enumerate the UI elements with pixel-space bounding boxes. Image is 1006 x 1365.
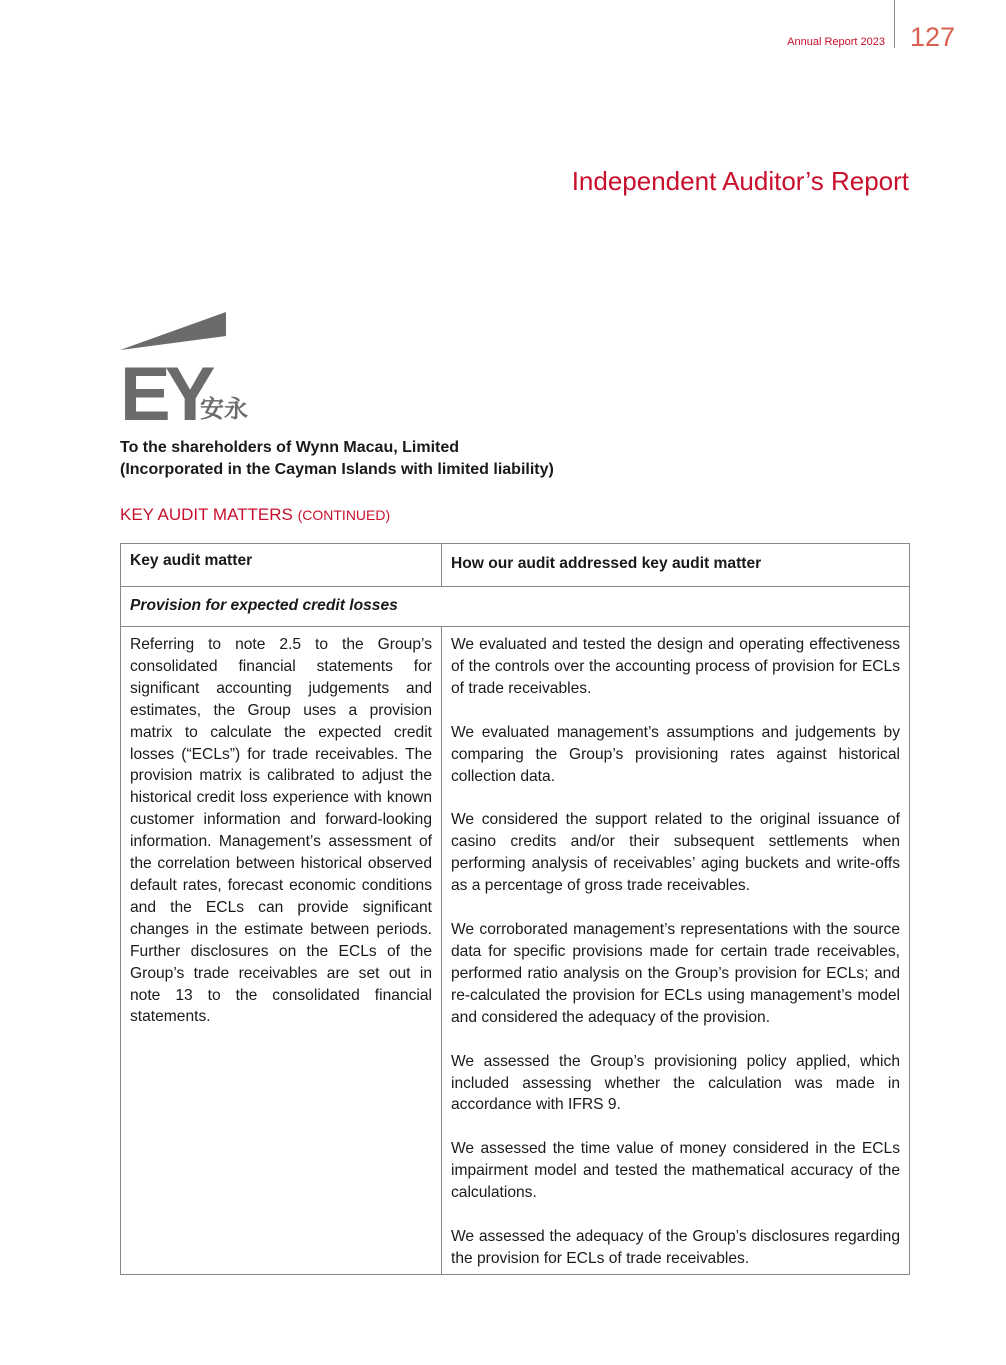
section-title: KEY AUDIT MATTERS (120, 505, 293, 524)
key-audit-matters-table (120, 543, 910, 1275)
matter-description: Referring to note 2.5 to the Group’s consolidated financial statements for significant accounting judgements and estimates, the Group uses a provision matrix to calculate the expected credit losses (“ECLs”) for trade receivables. The provision matrix is calibrated to adjust the historical credit loss experience with known customer information and forward-looking information. Management’s assessment of the correlation between historical observed default rates, forecast economic conditions and the ECLs can provide significant changes in the estimate between periods. Further disclosures on the ECLs of the Group’s trade receivables are set out in note 13 to the consolidated financial statements. (130, 636, 432, 1026)
report-label: Annual Report 2023 (787, 36, 885, 48)
page-title: Independent Auditor’s Report (571, 166, 909, 196)
section-heading (120, 505, 390, 525)
response-paragraph: We assessed the Group’s provisioning policy applied, which included assessing whether the calculation was made in accordance with IFRS 9. (451, 1052, 900, 1114)
response-paragraph: We considered the support related to the original issuance of casino credits and/or their subsequent settlements when performing analysis of receivables’ aging buckets and write-offs as a percentage of gross trade receivables. (451, 811, 900, 895)
page-number: 127 (910, 22, 956, 52)
response-paragraph: We corroborated management’s representations with the source data for specific provisions made for certain trade receivables, performed ratio analysis on the Group’s provision for ECLs; and re-calculated the provision for ECLs using management’s model and considered the adequacy of the provision. (451, 921, 900, 1026)
ey-logo-mark: EY (120, 352, 210, 423)
matter-subheader: Provision for expected credit losses (121, 587, 910, 627)
col-header-response: How our audit addressed key audit matter (442, 544, 910, 587)
matter-cell (121, 627, 442, 1275)
ey-logo (120, 311, 260, 423)
addressee-line-1: To the shareholders of Wynn Macau, Limited (120, 439, 460, 456)
response-paragraph: We assessed the adequacy of the Group’s disclosures regarding the provision for ECLs of trade receivables. (451, 1228, 900, 1267)
section-suffix: (CONTINUED) (297, 507, 391, 523)
response-paragraph: We evaluated and tested the design and operating effectiveness of the controls over the accounting process of provision for ECLs of trade receivables. (451, 636, 900, 697)
header-divider (894, 0, 895, 48)
addressee-line-2: (Incorporated in the Cayman Islands with limited liability) (120, 461, 554, 478)
response-cell (442, 627, 910, 1275)
ey-logo-chinese: 安永 (200, 395, 248, 423)
response-paragraph: We evaluated management’s assumptions and judgements by comparing the Group’s provisioning rates against historical collection data. (451, 723, 900, 785)
addressee (120, 437, 554, 481)
response-paragraph: We assessed the time value of money considered in the ECLs impairment model and tested the mathematical accuracy of the calculations. (451, 1140, 900, 1202)
col-header-matter: Key audit matter (121, 544, 442, 587)
